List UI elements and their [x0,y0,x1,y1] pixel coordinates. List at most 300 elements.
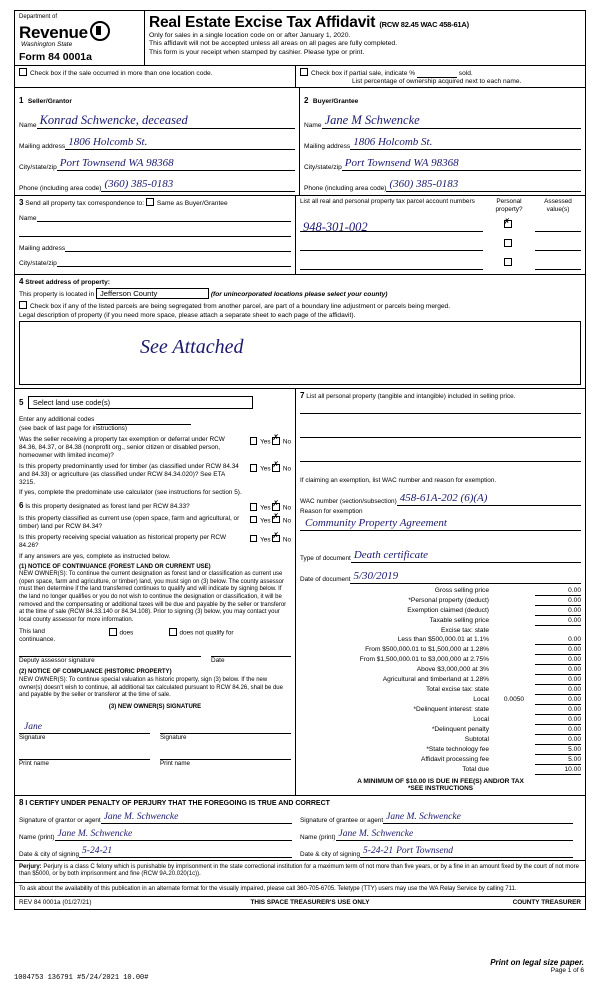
corr-citystatezip-row[interactable] [19,254,291,267]
money-label: From $500,000.01 to $1,500,000 at 1.28% [365,645,489,653]
money-value[interactable]: 0.00 [535,664,581,674]
see-instructions-note: *SEE INSTRUCTIONS [408,784,473,792]
county-select[interactable]: Jefferson County [96,288,209,299]
money-value[interactable]: 5.00 [535,744,581,754]
money-value[interactable]: 5.00 [535,754,581,764]
location-code-bar [15,66,585,88]
money-value[interactable]: 0.00 [535,714,581,724]
section6-question1 [19,499,291,512]
grantor-date-label: Date & city of signing [19,850,80,858]
checkmark-icon: ✗ [272,530,280,540]
money-value[interactable]: 0.00 [535,644,581,654]
s6q2-yes-checkbox[interactable] [250,516,258,524]
perjury-text: Perjury is a class C felony which is punishable by imprisonment in the state correctional institution for a maximum term of not more than five years, or by a fine in an amount fixed by the court of not more than $5000, or by both imprisonment and fine (RCW 9A.20.020(1c)). [19,863,579,878]
grantor-name-label: Name (print) [19,833,55,841]
notice2-title: (2) NOTICE OF COMPLIANCE (HISTORIC PROPERTY) [19,669,172,676]
money-label: Agricultural and timberland at 1.28% [382,675,489,683]
table-row [300,674,581,684]
reason-value: Community Property Agreement [305,517,447,530]
table-row[interactable] [300,214,581,235]
see-back-note: (see back of last page for instructions) [19,425,127,433]
does-not-qualify-checkbox[interactable] [169,628,177,636]
seller-name-value: Konrad Schwencke, deceased [39,113,188,127]
table-row [300,764,581,774]
money-label: Exemption claimed (deduct) [407,607,489,615]
doc-date-value: 5/30/2019 [353,570,399,583]
section5-question2 [19,460,291,487]
money-value[interactable]: 0.00 [535,694,581,704]
print-name-label: Print name [160,760,190,768]
corr-mailing-row[interactable] [19,239,291,252]
new-owner-signature-2-field[interactable] [160,721,291,734]
header-sub1: Only for sales in a single location code on or after January 1, 2020. [149,32,351,39]
assessed-value-field[interactable] [535,217,581,232]
money-value[interactable]: 0.00 [535,616,581,626]
checkmark-icon: ✗ [272,460,280,470]
revenue-logo-icon [90,21,110,41]
grantee-city-value: Port Townsend [396,845,454,856]
continuance-row[interactable]: This land continuance. does does not qualify for [19,628,234,644]
title-rcw: (RCW 82.45 WAC 458-61A) [379,20,469,29]
section6-q2-text: Is this property classified as current use (open space, farm and agricultural, or timber) land per RCW 84.34? [19,514,240,530]
section6-q3-text: Is this property receiving special valuation as historical property per RCW 84.26? [19,533,227,549]
department-label: Department of [19,14,58,20]
section7-heading: 7 List all personal property (tangible and intangible) included in selling price. [300,391,516,401]
table-row [300,664,581,674]
q2-yes-checkbox[interactable] [250,464,258,472]
new-owner-signature-1-value: Jane [24,722,42,733]
seller-heading: 1 Seller/Grantor [19,96,72,105]
seller-name-row[interactable] [19,110,295,129]
deputy-assessor-label: Deputy assessor signature [19,657,95,665]
money-mid [493,626,535,635]
grantee-date-field[interactable] [360,845,573,858]
grantor-signature-field[interactable] [101,811,292,824]
print-note-line1: Print on legal size paper. [490,958,584,967]
seller-mailing-label: Mailing address [19,143,66,150]
table-row [300,684,581,694]
money-value[interactable]: 0.00 [535,734,581,744]
doc-type-field[interactable] [351,544,581,563]
money-mid [493,586,535,596]
grantee-name-value: Jane M. Schwencke [338,828,414,839]
state-label: Washington State [21,41,73,48]
buyer-mailing-label: Mailing address [304,143,351,150]
seller-name-field[interactable] [37,110,295,129]
parcel-number-field[interactable] [300,236,483,251]
section8-heading: 8 I CERTIFY UNDER PENALTY OF PERJURY THAT THE FOREGOING IS TRUE AND CORRECT [19,797,330,807]
money-value[interactable]: 10.00 [535,764,581,774]
doc-type-row[interactable] [300,544,581,563]
county-note: (for unincorporated locations please select your county) [210,291,388,299]
seller-phone-row[interactable] [19,173,295,192]
buyer-phone-row[interactable] [304,173,581,192]
money-value[interactable]: 0.00 [535,724,581,734]
corr-mailing-label: Mailing address [19,245,66,252]
treasurer-stamp: 1004753 136791 #5/24/2021 10.00# [14,974,149,982]
section6-answers-note: If any answers are yes, complete as instructed below. [19,552,171,560]
q2-no-checkbox[interactable] [272,460,280,472]
buyer-phone-label: Phone (including area code) [304,185,387,192]
deputy-signature-row[interactable] [19,656,291,665]
segregation-label: Check box if any of the listed parcels are being segregated from another parcel, are part of a boundary line adjustment or parcels being merged. [30,303,451,311]
partial-sale-tail: sold. [458,70,473,77]
grantor-signature-label: Signature of grantor or agent [19,816,101,824]
table-row [300,606,581,616]
seller-phone-field[interactable] [101,173,295,192]
grantor-name-field[interactable] [55,828,292,841]
partial-sale-cell[interactable] [296,66,585,87]
personal-property-cell[interactable] [483,214,535,232]
form-footer [15,896,585,909]
section5-q2-answer[interactable]: Yes ✗ No [245,463,291,473]
seller-citystatezip-value: Port Townsend WA 98368 [59,157,174,169]
section6-q2-answer[interactable]: Yes ✗ No [245,515,291,525]
money-value[interactable]: 0.00 [535,674,581,684]
multi-location-checkbox[interactable] [19,68,27,76]
section5-q1-text: Was the seller receiving a property tax exemption or deferral under RCW 84.36, 84.37, or 84.38 (nonprofit org., senior citizen or disabled person, homeowner with limited income)? [19,436,225,460]
table-row [300,586,581,596]
corr-name-field[interactable] [37,209,291,222]
s6q2-no-checkbox[interactable] [272,511,280,524]
table-row [300,754,581,764]
wac-number-value: 458-61A-202 (6)(A) [399,492,488,505]
checkmark-icon: ✗ [272,499,280,509]
partial-sale-checkbox[interactable] [300,68,308,76]
grantor-signature-row[interactable] [19,811,292,824]
deputy-date-label: Date [211,657,225,665]
personal-property-checkbox[interactable] [504,239,512,247]
buyer-phone-field[interactable] [386,173,581,192]
money-mid [493,654,535,664]
section6-question3 [19,530,291,550]
new-owner-signature-2[interactable] [160,721,291,741]
segregation-checkbox[interactable] [19,301,27,309]
header-sub2: This affidavit will not be accepted unless all areas on all pages are fully completed. [149,40,398,48]
money-mid [493,744,535,754]
same-as-buyer-label: Same as Buyer/Grantee [156,200,228,207]
money-value[interactable]: 0.00 [535,586,581,596]
grantor-signature-value: Jane M. Schwencke [103,811,179,822]
grantee-name-label: Name (print) [300,833,336,841]
new-owner-print-2[interactable] [160,747,291,767]
same-as-buyer-checkbox[interactable] [146,198,154,206]
grantee-name-field[interactable] [336,828,573,841]
print-name-label: Print name [19,760,49,768]
section5-q3-text: If yes, complete the predominate use calculator (see instructions for section 5). [19,489,242,497]
money-label: Gross selling price [434,587,489,595]
parcel-number-field[interactable] [300,255,483,270]
parties-row [15,88,585,196]
new-owner-signature-1-field[interactable] [19,721,150,734]
wac-number-row[interactable] [300,487,581,506]
parcel-number-field[interactable] [300,217,483,235]
multi-location-label: Check box if the sale occurred in more than one location code. [30,70,213,77]
corr-name-label: Name [19,215,37,222]
money-mid [493,606,535,616]
grantee-signature-field[interactable] [383,811,573,824]
money-label: Local [473,695,489,703]
buyer-mailing-value: 1806 Holcomb St. [353,136,433,148]
legal-description-value: See Attached [140,336,244,359]
grantee-date-row[interactable] [300,845,573,858]
s6q1-yes-checkbox[interactable] [250,503,258,511]
table-row [300,704,581,714]
money-label: Excise tax: state [440,626,489,634]
grantee-signature-row[interactable] [300,811,573,824]
doc-date-row[interactable] [300,565,581,584]
doc-type-value: Death certificate [353,549,429,562]
table-row [300,616,581,626]
notice1-body: NEW OWNER(S): To continue the current designation as forest land or classification as current use (open space, farm and agriculture, or timber) land, you must sign on (3) below. The county assessor must then determine if the land transferred continues to qualify and will indicate by signing below. If the land no longer qualifies or you do not wish to continue the designation or classification, it will be removed and the compensating or additional taxes will be due and payable by the seller or transferor at the time of sale (RCW 84.33.140 or 84.34.108). Prior to signing (3) below, you may contact your local county assessor for more information. [19,571,287,623]
buyer-citystatezip-value: Port Townsend WA 98368 [344,157,459,169]
seller-citystatezip-label: City/state/zip [19,164,57,171]
deputy-assessor-signature-field[interactable] [19,656,201,665]
money-value[interactable]: 0.00 [535,596,581,606]
personal-property-checkbox[interactable] [504,258,512,266]
money-label: Total due [462,765,489,773]
table-row [300,626,581,635]
segregation-row[interactable] [19,301,581,310]
tax-calculation-table [300,586,581,775]
buyer-name-row[interactable] [304,110,581,129]
new-owner-print-1[interactable] [19,747,150,767]
money-mid: 0.0050 [503,695,525,703]
seller-citystatezip-row[interactable] [19,152,295,171]
corr-mailing-field[interactable] [65,239,291,252]
personal-property-line-3[interactable] [300,449,581,462]
exemption-claim-note: If claiming an exemption, list WAC number and reason for exemption. [300,477,497,485]
checkmark-icon: ✗ [272,433,280,443]
money-mid [493,714,535,724]
money-label: Total excise tax: state [425,685,489,693]
rev-number: REV 84 0001a (01/27/21) [19,898,92,906]
continuance-label: continuance. [19,636,56,644]
header-sub3: This form is your receipt when stamped by cashier. Please type or print. [149,48,365,56]
doc-date-field[interactable] [350,565,581,584]
county-row [19,288,581,299]
signature-label: Signature [19,734,46,742]
money-value[interactable]: 0.00 [535,606,581,616]
section6-question2 [19,511,291,531]
buyer-citystatezip-label: City/state/zip [304,164,342,171]
grantee-name-row[interactable] [300,828,573,841]
this-land-label: This land [19,628,45,636]
section5-question1 [19,433,291,460]
print-note-line2: Page 1 of 6 [550,967,584,974]
table-row[interactable] [300,233,581,251]
money-label: Above $3,000,000 at 3% [416,665,489,673]
deputy-date-field[interactable] [211,656,291,665]
buyer-name-field[interactable] [322,110,581,129]
doc-date-label: Date of document [300,576,351,584]
table-row[interactable] [300,252,581,270]
money-mid [493,635,535,645]
title-block [145,11,585,65]
buyer-phone-value: (360) 385-0183 [389,178,459,190]
personal-property-checkbox[interactable] [503,217,512,228]
notice2-body: NEW OWNER(S): To continue special valuation as historic property, sign (3) below. If the new owner(s) doesn't wish to continue, all additional tax calculated pursuant to RCW 84.26, shall be due and payable by the seller or transferor at the time of sale. [19,677,283,699]
additional-codes-row[interactable] [19,416,291,425]
seller-name-label: Name [19,122,37,129]
q1-no-checkbox[interactable] [272,433,280,445]
new-owner-print-2-field[interactable] [160,747,291,760]
seller-phone-value: (360) 385-0183 [104,178,174,190]
personal-property-cell[interactable] [483,252,535,270]
money-mid [493,596,535,606]
perjury-label: Perjury: [19,863,42,870]
table-row [300,714,581,724]
assessed-value-field[interactable] [535,255,581,270]
legal-description-box[interactable] [19,321,581,385]
money-mid [493,664,535,674]
money-label: *Personal property (deduct) [408,597,489,605]
seller-phone-label: Phone (including area code) [19,185,102,192]
money-value[interactable]: 0.00 [535,635,581,645]
section5-q1-answer[interactable]: Yes ✗ No [245,436,291,446]
partial-sale-label: Check box if partial sale, indicate % [311,70,416,77]
personal-col-header: Personal property? [495,198,523,213]
grantor-date-field[interactable] [79,845,292,858]
perjury-note [15,861,585,883]
seller-mailing-value: 1806 Holcomb St. [68,136,148,148]
grantor-name-value: Jane M. Schwencke [57,828,133,839]
money-mid [493,616,535,626]
grantee-date-value: 5-24-21 [363,845,394,856]
does-qualify-checkbox[interactable] [109,628,117,636]
money-label: From $1,500,000.01 to $3,000,000 at 2.75% [359,655,489,663]
form-number: Form 84 0001a [19,51,92,63]
grantee-signature-value: Jane M. Schwencke [386,811,461,822]
grantor-name-row[interactable] [19,828,292,841]
assessed-value-field[interactable] [535,236,581,251]
land-use-code-select[interactable]: Select land use code(s) [28,396,253,409]
section5-heading: 5 Select land use code(s) [19,392,291,410]
corr-blank-field[interactable] [19,224,291,237]
parcel-col-header: List all real and personal property tax parcel account numbers [300,198,475,205]
treasurer-space-label: THIS SPACE TREASURER'S USE ONLY [250,898,370,906]
s6q3-yes-checkbox[interactable] [250,535,258,543]
grantee-certify-col [300,807,581,858]
money-mid [493,644,535,654]
legal-description-label: Legal description of property (if you need more space, please attach a separate sheet to each page of the affidavit). [19,312,356,320]
notice3-title: (3) NEW OWNER(S) SIGNATURE [108,703,202,710]
corr-citystatezip-label: City/state/zip [19,260,57,267]
parcel-table [296,196,585,274]
print-note [490,958,584,974]
s6q3-no-checkbox[interactable] [272,530,280,543]
agency-block [15,11,145,65]
new-owner-signature-1[interactable] [19,721,150,741]
personal-property-cell[interactable] [483,233,535,251]
money-value[interactable]: 0.00 [535,684,581,694]
parcel-table-header [300,198,581,213]
seller-citystatezip-field[interactable] [57,152,295,171]
money-label: *Delinquent interest: state [413,705,489,713]
wac-number-label: WAC number (section/subsection) [300,498,397,506]
signature-label: Signature [160,734,187,742]
table-row [300,644,581,654]
grantor-date-value: 5-24-21 [82,845,113,856]
section5 [15,389,296,795]
seller-section [15,88,300,195]
table-row [300,596,581,606]
buyer-name-value: Jane M Schwencke [324,113,420,127]
money-value[interactable]: 0.00 [535,704,581,714]
buyer-section [300,88,585,195]
money-mid [493,764,535,774]
multi-location-check-cell[interactable] [15,66,296,87]
seller-mailing-row[interactable] [19,131,295,150]
buyer-citystatezip-row[interactable] [304,152,581,171]
partial-sale-note: List percentage of ownership acquired next to each name. [352,78,522,85]
personal-property-line-1[interactable] [300,401,581,414]
money-mid [493,674,535,684]
reason-field[interactable] [300,516,581,531]
grantee-signature-label: Signature of grantee or agent [300,816,384,824]
checkmark-icon: ✗ [503,217,511,227]
notice1-title: (1) NOTICE OF CONTINUANCE (FOREST LAND OR CURRENT USE) [19,563,211,570]
money-value [535,626,581,635]
section3-left [15,196,296,274]
seller-mailing-field[interactable] [65,131,295,150]
buyer-mailing-row[interactable] [304,131,581,150]
money-value[interactable]: 0.00 [535,654,581,664]
new-owner-signature-row [19,721,291,741]
money-mid [493,704,535,714]
section4 [15,275,585,389]
located-in-label: This property is located in [19,291,95,299]
page-title: Real Estate Excise Tax Affidavit (RCW 82.45 WAC 458-61A) [149,14,469,31]
corr-name-row[interactable] [19,209,291,222]
money-label: *State technology fee [426,745,489,753]
doc-type-label: Type of document [300,555,351,563]
section6-q1-answer[interactable]: Yes ✗ No [245,502,291,512]
section8-columns [19,807,581,858]
checkmark-icon: ✗ [272,511,280,521]
table-row [300,694,581,704]
personal-property-line-2[interactable] [300,425,581,438]
grantee-date-label: Date & city of signing [300,850,361,858]
minimum-due-note: A MINIMUM OF $10.00 IS DUE IN FEE(S) AND/OR TAX [357,777,524,785]
buyer-mailing-field[interactable] [350,131,581,150]
corr-blank-row[interactable] [19,224,291,237]
table-row [300,654,581,664]
new-owner-print-1-field[interactable] [19,747,150,760]
section3-row [15,196,585,275]
additional-codes-label: Enter any additional codes [19,416,95,424]
buyer-citystatezip-field[interactable] [342,152,581,171]
corr-citystatezip-field[interactable] [57,254,291,267]
money-label: Taxable selling price [429,617,489,625]
s6q1-no-checkbox[interactable] [272,499,280,511]
money-mid [493,734,535,744]
section4-heading: 4 Street address of property: [19,277,110,287]
section5-q2-text: Is this property predominantly used for timber (as classified under RCW 84.34 and 84.33) or agriculture (as classified under RCW 84.34.020)? See ETA 3215. [19,463,239,487]
money-label: *Delinquent penalty [431,725,489,733]
section6-q1-text: 6 Is this property designated as forest land per RCW 84.33? [19,501,190,511]
section6-q3-answer[interactable]: Yes ✗ No [245,534,291,544]
table-row [300,734,581,744]
money-label: Affidavit processing fee [420,755,489,763]
q1-yes-checkbox[interactable] [250,437,258,445]
assessed-col-header: Assessed value(s) [544,198,572,213]
reason-label: Reason for exemption [300,508,363,516]
wac-number-field[interactable] [397,487,581,506]
buyer-heading: 2 Buyer/Grantee [304,96,359,105]
money-mid [493,684,535,694]
grantor-date-row[interactable] [19,845,292,858]
